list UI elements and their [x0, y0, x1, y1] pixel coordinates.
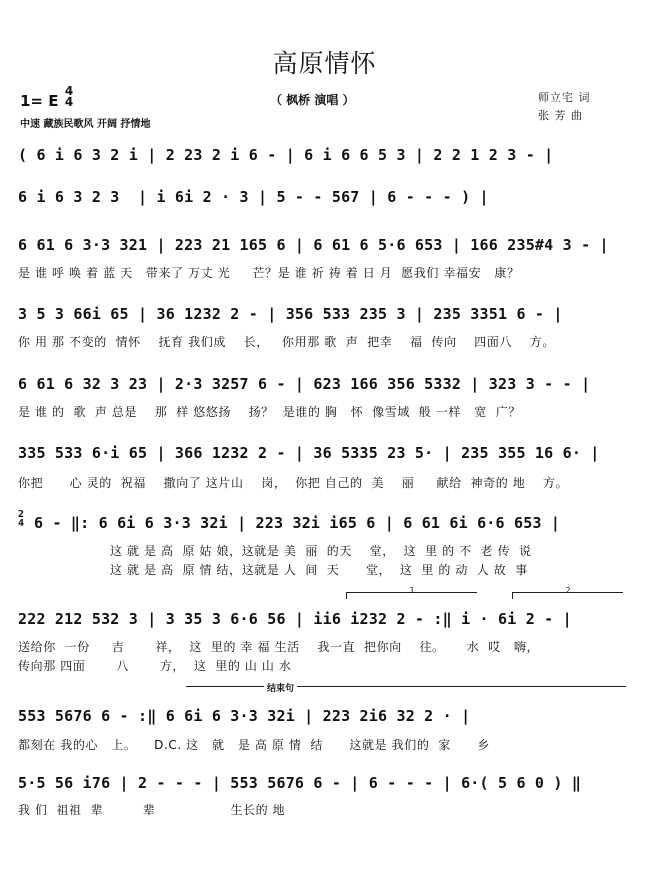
time-signature — [62, 86, 76, 108]
score-line-6: 335 533 6·i 65 | 366 1232 2 - | 36 5335 23 5· | 235 355 16 6· | — [18, 444, 600, 462]
score-line-4: 3 5 3 66i 65 | 36 1232 2 - | 356 533 235 3 | 235 3351 6 - | — [18, 305, 563, 323]
key-signature: 1= E — [20, 92, 59, 110]
score-line-10: 5·5 56 i76 | 2 - - - | 553 5676 6 - | 6 - - - | 6·( 5 6 0 ) ‖ — [18, 774, 582, 792]
singer-credit: （ 枫桥 演唱 ） — [270, 93, 355, 107]
lyric-line-8: 传向那 四面 八 方， 这 里的 山 山 水 — [18, 659, 292, 673]
score-line-7: 6 - ‖: 6 6i 6 3·3 32i | 223 32i i65 6 | 6 61 6i 6·6 653 | — [34, 514, 561, 532]
lyric-line-7: 送给你 一份 吉 祥， 这 里的 幸 福 生活 我一直 把你向 往。 水 哎 嗨， — [18, 640, 540, 654]
score-line-3: 6 61 6 3·3 321 | 223 21 165 6 | 6 61 6 5·6 653 | 166 235#4 3 - | — [18, 236, 609, 254]
ending-label: 结束句 — [264, 681, 297, 694]
time-sig-bottom: 4 — [64, 95, 74, 109]
volta-first-ending: 1 — [346, 592, 477, 599]
lyric-line-5: 这 就 是 高 原 姑 娘，这就是 美 丽 的天 堂， 这 里 的 不 老 传 说 — [110, 544, 532, 558]
time-sig-top: 4 — [64, 84, 74, 98]
score-line-5: 6 61 6 32 3 23 | 2·3 3257 6 - | 623 166 356 5332 | 323 3 - - | — [18, 375, 591, 393]
score-line-8: 222 212 532 3 | 3 35 3 6·6 56 | ii6 i232 2 - :‖ i · 6i 2 - | — [18, 610, 572, 628]
lyric-line-6: 这 就 是 高 原 情 结，这就是 人 间 天 堂， 这 里 的 动 人 故 事 — [110, 563, 528, 577]
lyric-line-4: 你把 心 灵的 祝福 撒向了 这片山 岗， 你把 自己的 美 丽 献给 神奇的 地 方。 — [18, 476, 569, 490]
lyric-line-10: 我 们 祖祖 辈 辈 生长的 地 — [18, 803, 286, 817]
score-line-1: ( 6 i 6 3 2 i | 2 23 2 i 6 - | 6 i 6 6 5 3 | 2 2 1 2 3 - | — [18, 146, 554, 164]
score-line-9: 553 5676 6 - :‖ 6 6i 6 3·3 32i | 223 2i6 32 2 · | — [18, 707, 471, 725]
lyric-line-9: 都刻在 我的心 上。 D.C. 这 就 是 高 原 情 结 这就是 我们的 家 乡 — [18, 738, 490, 752]
lyricist-credit: 师立宅 词 — [538, 91, 591, 104]
ending-section-marker — [186, 684, 626, 694]
tempo-style: 中速 藏族民歌风 开阔 抒情地 — [20, 119, 151, 130]
time-change-2-4: 2 4 — [18, 509, 25, 529]
score-line-2: 6 i 6 3 2 3 | i 6i 2 · 3 | 5 - - 567 | 6 - - - ) | — [18, 188, 489, 206]
lyric-line-1: 是 谁 呼 唤 着 蓝 天 带来了 万丈 光 芒？是 谁 祈 祷 着 日 月 愿我们 幸福安 康？ — [18, 266, 520, 280]
lyric-line-3: 是 谁 的 歌 声 总是 那 样 悠悠扬 扬？ 是谁的 胸 怀 像雪域 般 一样 宽 广？ — [18, 405, 521, 419]
page-title: 高原情怀 — [272, 49, 377, 78]
lyric-line-2: 你 用 那 不变的 情怀 抚育 我们成 长， 你用那 歌 声 把幸 福 传向 四面八 方。 — [18, 335, 555, 349]
volta-second-ending: 2 — [512, 592, 623, 599]
composer-credit: 张 芳 曲 — [538, 109, 583, 122]
